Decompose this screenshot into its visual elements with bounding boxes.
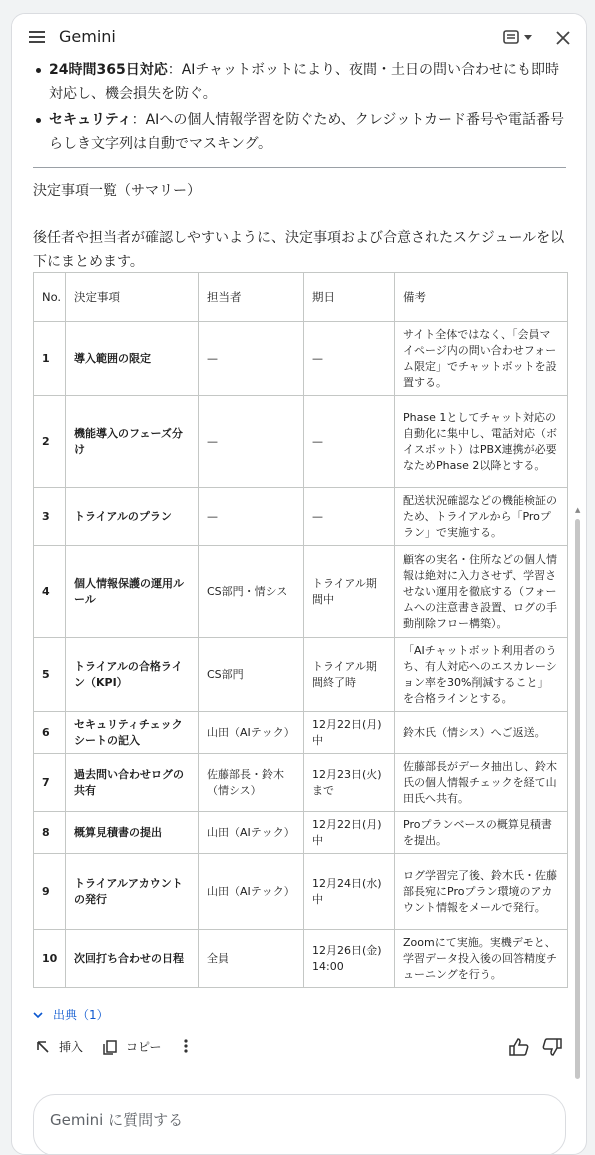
row-item: 概算見積書の提出 <box>66 812 199 854</box>
more-options-button[interactable] <box>183 1038 189 1054</box>
row-note: ログ学習完了後、鈴木氏・佐藤部長宛にProプラン環境のアカウント情報をメールで発行。 <box>395 854 568 930</box>
header-due: 期日 <box>304 273 395 322</box>
row-note: Zoomにて実施。実機デモと、学習データ投入後の回答精度チューニングを行う。 <box>395 930 568 988</box>
thumbs-down-icon <box>542 1038 562 1056</box>
row-item: 導入範囲の限定 <box>66 322 199 396</box>
table-row <box>34 930 568 988</box>
chevron-down-icon <box>33 1011 43 1019</box>
gemini-panel <box>11 13 587 1155</box>
row-note: Proプランベースの概算見積書を提出。 <box>395 812 568 854</box>
ask-input-box[interactable] <box>33 1094 566 1155</box>
summary-heading: 決定事項一覧（サマリー） <box>33 183 201 199</box>
row-item: 過去問い合わせログの共有 <box>66 754 199 812</box>
notes-dropdown-button[interactable] <box>502 28 538 48</box>
header-owner: 担当者 <box>199 273 304 322</box>
row-due: 12月22日(月)中 <box>304 712 395 754</box>
table-row <box>34 322 568 396</box>
row-note: 「AIチャットボット利用者のうち、有人対応へのエスカレーション率を30%削減すること」を合格ラインとする。 <box>395 638 568 712</box>
panel-header <box>12 14 586 62</box>
thumbs-up-icon <box>509 1038 529 1056</box>
row-due: トライアル期間終了時 <box>304 638 395 712</box>
summary-intro: 後任者や担当者が確認しやすいように、決定事項および合意されたスケジュールを以下にまとめます。 <box>33 230 565 270</box>
row-no: 5 <box>34 638 66 712</box>
row-note: 鈴木氏（情シス）へご返送。 <box>395 712 568 754</box>
row-due: 12月26日(金) 14:00 <box>304 930 395 988</box>
table-row <box>34 396 568 488</box>
table-row <box>34 812 568 854</box>
thumbs-down-button[interactable] <box>542 1038 562 1056</box>
more-vert-icon <box>183 1038 189 1054</box>
row-no: 2 <box>34 396 66 488</box>
row-note: 顧客の実名・住所などの個人情報は絶対に入力させず、学習させない運用を徹底する（フォームへの注意書き設置、ログの手動削除フロー構築）。 <box>395 546 568 638</box>
table-row <box>34 854 568 930</box>
row-note: サイト全体ではなく、「会員マイページ内の問い合わせフォーム限定」でチャットボットを設置する。 <box>395 322 568 396</box>
row-item: トライアルアカウントの発行 <box>66 854 199 930</box>
row-no: 10 <box>34 930 66 988</box>
insert-button[interactable]: 挿入 <box>35 1038 83 1055</box>
row-due: 12月24日(水)中 <box>304 854 395 930</box>
row-due: — <box>304 322 395 396</box>
row-due: 12月22日(月)中 <box>304 812 395 854</box>
row-note: 配送状況確認などの機能検証のため、トライアルから「Proプラン」で実施する。 <box>395 488 568 546</box>
row-note: Phase 1としてチャット対応の自動化に集中し、電話対応（ボイスボット）はPBX連携が必要なためPhase 2以降とする。 <box>395 396 568 488</box>
row-item: 個人情報保護の運用ルール <box>66 546 199 638</box>
row-due: — <box>304 488 395 546</box>
row-item: セキュリティチェックシートの記入 <box>66 712 199 754</box>
row-due: トライアル期間中 <box>304 546 395 638</box>
sources-label: 出典（1） <box>53 1008 109 1022</box>
insert-arrow-icon <box>35 1039 51 1055</box>
ask-input-placeholder: Gemini に質問する <box>50 1111 184 1129</box>
row-no: 7 <box>34 754 66 812</box>
scroll-up-arrow[interactable]: ▲ <box>575 506 581 514</box>
row-owner: 全員 <box>199 930 304 988</box>
row-owner: 山田（AIテック） <box>199 812 304 854</box>
table-row <box>34 488 568 546</box>
row-owner: 佐藤部長・鈴木（情シス） <box>199 754 304 812</box>
table-row <box>34 638 568 712</box>
app-title: Gemini <box>59 27 116 46</box>
header-no: No. <box>34 273 66 322</box>
row-owner: CS部門・情シス <box>199 546 304 638</box>
row-no: 1 <box>34 322 66 396</box>
row-note: 佐藤部長がデータ抽出し、鈴木氏の個人情報チェックを経て山田氏へ共有。 <box>395 754 568 812</box>
table-header-row <box>34 273 568 322</box>
bullet-item: 24時間365日対応：AIチャットボットにより、夜間・土日の問い合わせにも即時対応し、機会損失を防ぐ。 <box>33 58 566 106</box>
row-no: 9 <box>34 854 66 930</box>
row-due: 12月23日(火)まで <box>304 754 395 812</box>
row-due: — <box>304 396 395 488</box>
close-icon[interactable] <box>554 29 572 47</box>
row-owner: CS部門 <box>199 638 304 712</box>
header-note: 備考 <box>395 273 568 322</box>
row-no: 8 <box>34 812 66 854</box>
feature-bullets <box>33 58 566 156</box>
response-content <box>33 58 566 1054</box>
row-no: 3 <box>34 488 66 546</box>
scrollbar-thumb[interactable] <box>575 519 580 1079</box>
sources-toggle[interactable] <box>33 1006 109 1023</box>
row-owner: 山田（AIテック） <box>199 854 304 930</box>
menu-icon[interactable] <box>28 28 46 46</box>
thumbs-up-button[interactable] <box>509 1038 529 1056</box>
decisions-table <box>33 272 568 988</box>
copy-button[interactable]: コピー <box>102 1038 162 1055</box>
copy-icon <box>102 1039 118 1055</box>
row-item: トライアルの合格ライン（KPI） <box>66 638 199 712</box>
row-no: 4 <box>34 546 66 638</box>
table-row <box>34 546 568 638</box>
row-owner: — <box>199 322 304 396</box>
response-actions <box>33 1038 566 1066</box>
row-owner: — <box>199 488 304 546</box>
row-item: 機能導入のフェーズ分け <box>66 396 199 488</box>
row-owner: — <box>199 396 304 488</box>
row-item: 次回打ち合わせの日程 <box>66 930 199 988</box>
table-row <box>34 754 568 812</box>
row-owner: 山田（AIテック） <box>199 712 304 754</box>
header-item: 決定事項 <box>66 273 199 322</box>
row-item: トライアルのプラン <box>66 488 199 546</box>
row-no: 6 <box>34 712 66 754</box>
bullet-item: セキュリティ：AIへの個人情報学習を防ぐため、クレジットカード番号や電話番号らしき文字列は自動でマスキング。 <box>33 108 566 156</box>
table-row <box>34 712 568 754</box>
divider <box>33 167 566 168</box>
